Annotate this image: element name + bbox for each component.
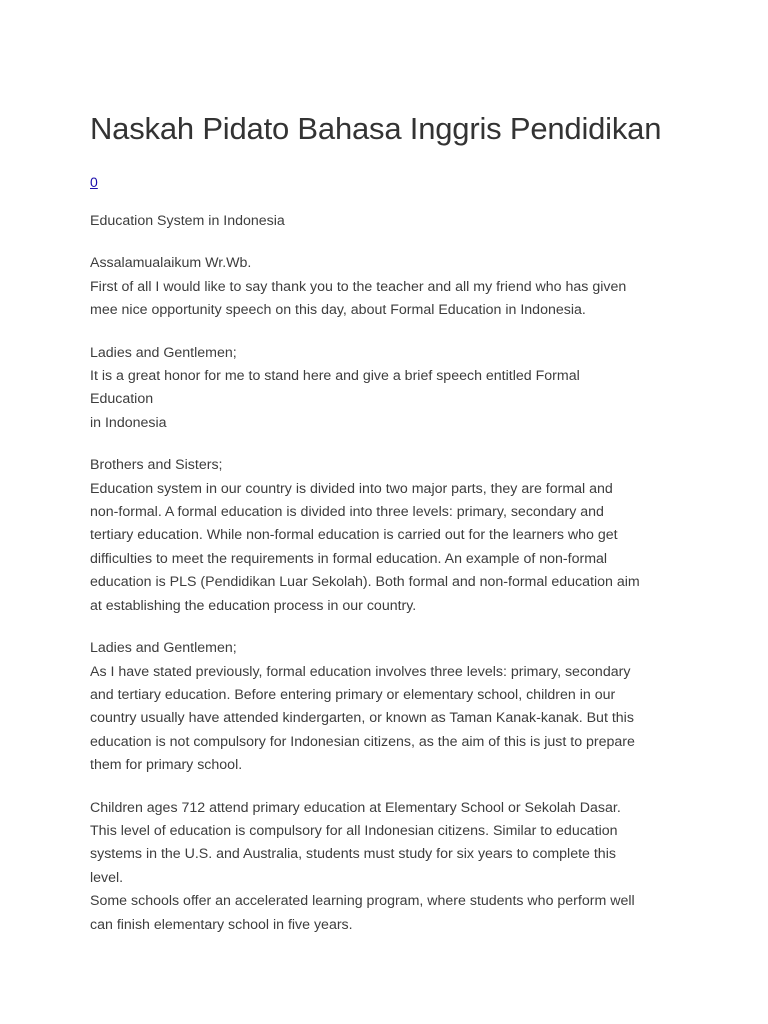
paragraph-line: in Indonesia	[90, 414, 167, 431]
paragraph-line: Ladies and Gentlemen;	[90, 344, 237, 361]
paragraph-system	[90, 454, 680, 618]
paragraph-line: Education	[90, 391, 154, 408]
comment-count-link[interactable]: 0	[90, 174, 98, 190]
paragraph-line: Children ages 712 attend primary education at Elementary School or Sekolah Dasar.	[90, 799, 621, 816]
paragraph-line: This level of education is compulsory for all Indonesian citizens. Similar to education	[90, 822, 618, 839]
paragraph-line: and tertiary education. Before entering primary or elementary school, children in our	[90, 686, 616, 703]
paragraph-line: education is PLS (Pendidikan Luar Sekolah). Both formal and non-formal education aim	[90, 574, 640, 591]
document-title: Naskah Pidato Bahasa Inggris Pendidikan	[90, 111, 662, 146]
paragraph-line: Education system in our country is divided into two major parts, they are formal and	[90, 480, 613, 497]
paragraph-line: non-formal. A formal education is divided into three levels: primary, secondary and	[90, 504, 604, 521]
paragraph-line: Brothers and Sisters;	[90, 457, 223, 474]
paragraph-line: at establishing the education process in our country.	[90, 597, 417, 614]
document-subtitle: Education System in Indonesia	[90, 213, 285, 229]
paragraph-line: As I have stated previously, formal education involves three levels: primary, secondary	[90, 663, 631, 680]
document-page	[90, 108, 680, 937]
paragraph-formal-levels	[90, 637, 680, 777]
paragraph-line: Ladies and Gentlemen;	[90, 640, 237, 657]
paragraph-line: can finish elementary school in five years.	[90, 916, 353, 933]
paragraph-line: First of all I would like to say thank you to the teacher and all my friend who has given	[90, 278, 627, 295]
paragraph-greeting	[90, 252, 680, 322]
paragraph-intro	[90, 342, 680, 436]
paragraph-line: tertiary education. While non-formal education is carried out for the learners who get	[90, 527, 618, 544]
paragraph-line: difficulties to meet the requirements in formal education. An example of non-formal	[90, 550, 608, 567]
paragraph-line: Some schools offer an accelerated learning program, where students who perform well	[90, 893, 635, 910]
paragraph-line: them for primary school.	[90, 757, 243, 774]
paragraph-line: systems in the U.S. and Australia, students must study for six years to complete this	[90, 846, 616, 863]
paragraph-line: education is not compulsory for Indonesian citizens, as the aim of this is just to prepare	[90, 733, 635, 750]
paragraph-line: mee nice opportunity speech on this day, about Formal Education in Indonesia.	[90, 302, 586, 319]
paragraph-line: country usually have attended kindergarten, or known as Taman Kanak-kanak. But this	[90, 710, 634, 727]
paragraph-line: It is a great honor for me to stand here and give a brief speech entitled Formal	[90, 368, 580, 385]
paragraph-line: level.	[90, 869, 124, 886]
paragraph-primary-education	[90, 797, 680, 937]
paragraph-line: Assalamualaikum Wr.Wb.	[90, 255, 252, 272]
